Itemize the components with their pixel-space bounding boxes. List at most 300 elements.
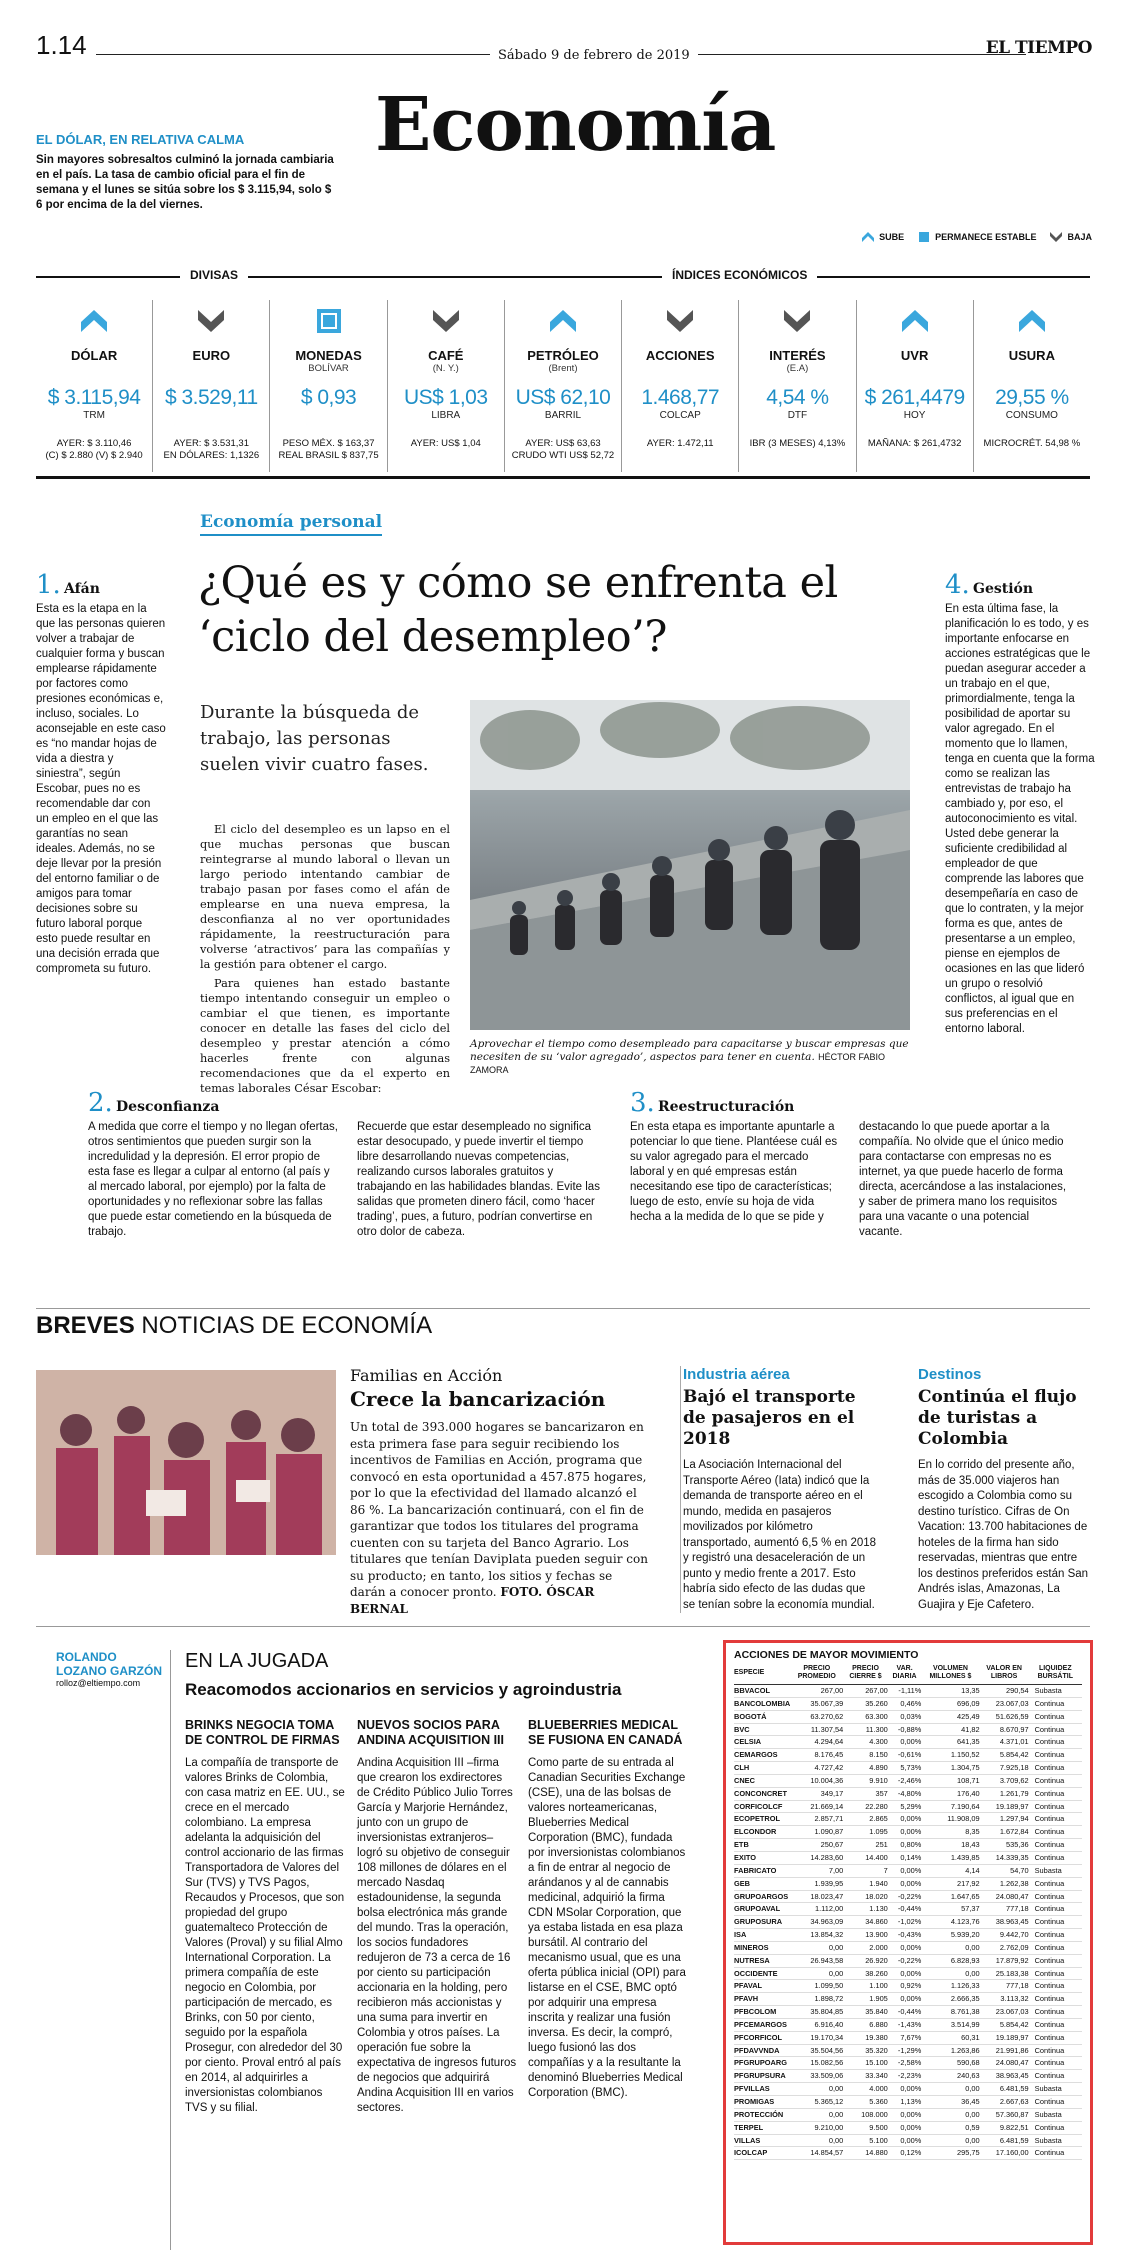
table-cell: 0,00% (900, 1737, 922, 1747)
table-cell: CORFICOLCF (734, 1801, 783, 1811)
table-cell: 35.840 (865, 2007, 888, 2017)
indicator-value: 29,55 % (995, 386, 1069, 409)
table-cell: CNEC (734, 1775, 755, 1785)
table-cell: PFAVAL (734, 1981, 763, 1991)
table-cell: 26.920 (865, 1955, 888, 1965)
legend-down: BAJA (1050, 232, 1092, 242)
indicator-unit: BARRIL (544, 410, 582, 421)
table-cell: 1.090,87 (814, 1827, 844, 1837)
table-cell: 9.210,00 (814, 2122, 844, 2132)
table-cell: 5.365,12 (814, 2097, 844, 2106)
table-cell: 1,13% (900, 2097, 922, 2106)
arrow-down-icon (1050, 232, 1062, 242)
table-cell: 4.000 (869, 2084, 888, 2094)
table-cell: 0,00% (900, 1878, 922, 1888)
article-kicker: Economía personal (200, 512, 382, 536)
table-cell: 7.190,64 (950, 1801, 980, 1811)
table-cell: 0,12% (900, 2148, 922, 2158)
table-cell: 1.130 (869, 1904, 888, 1914)
table-cell: 777,18 (1005, 1904, 1029, 1914)
table-cell: 4.300 (869, 1737, 888, 1747)
table-cell: Subasta (1034, 2135, 1062, 2145)
table-cell: Continua (1034, 1981, 1065, 1991)
table-cell: 1.112,00 (815, 1904, 844, 1914)
table-cell: GEB (734, 1878, 751, 1888)
table-cell: 19.189,97 (995, 2032, 1029, 2042)
table-row (734, 1851, 1082, 1864)
table-cell: ECOPETROL (734, 1814, 780, 1824)
jugada-andina: NUEVOS SOCIOS PARA ANDINA ACQUISITION III Andina Acquisition III –firma que crearon los exdirectores de Crédito Público Julio Torres García y Marjorie Hernández, junto con un grupo de inversionistas extranjeros– logró su objetivo de conseguir 108 millones de dólares en el mercado Nasdaq estadounidense, la segunda bolsa electrónica más grande del mundo. Tras la operación, los socios fundadores redujeron de 73 a cerca de 16 por ciento su participación accionaria en la holding, pero recibieron más accionistas y una suma para invertir en Colombia y otros países. La operación fue sobre la expectativa de ingresos futuros de negocios que adquirirá Andina Acquisition III en varios sectores. (357, 1718, 517, 2114)
table-cell: CLH (734, 1763, 750, 1773)
table-row (734, 1826, 1082, 1839)
table-row (734, 1929, 1082, 1942)
table-cell: 33.340 (865, 2071, 888, 2081)
table-row (734, 1762, 1082, 1775)
table-cell: 267,00 (865, 1686, 888, 1695)
square-icon (314, 306, 344, 336)
column-header: ESPECIE (734, 1665, 790, 1685)
table-cell: MINEROS (734, 1942, 769, 1952)
table-cell: 0,00% (900, 1814, 922, 1824)
stocks-table-box (723, 1640, 1093, 2245)
table-row (734, 1710, 1082, 1723)
table-cell: -0,44% (897, 1904, 922, 1914)
table-cell: PFVILLAS (734, 2084, 770, 2094)
indicator-name: INTERÉS (769, 348, 826, 363)
table-row (734, 2108, 1082, 2121)
table-cell: 267,00 (820, 1686, 844, 1695)
table-cell: 590,68 (956, 2058, 980, 2068)
table-cell: 33.509,06 (810, 2071, 844, 2081)
table-cell: 1.939,95 (814, 1878, 844, 1888)
table-cell: Subasta (1034, 2084, 1062, 2094)
table-cell: 8,35 (965, 1827, 980, 1837)
column-author: ROLANDO LOZANO GARZÓN rolloz@eltiempo.com (56, 1650, 166, 1688)
table-cell: 1.672,84 (999, 1827, 1029, 1837)
table-cell: 0,00 (828, 2084, 844, 2094)
table-cell: Continua (1034, 2045, 1065, 2055)
table-row (734, 2031, 1082, 2044)
table-row (734, 1877, 1082, 1890)
table-cell: 13.854,32 (810, 1930, 844, 1940)
table-cell: 60,31 (961, 2032, 980, 2042)
table-row (734, 2006, 1082, 2019)
table-row (734, 1864, 1082, 1877)
table-cell: Continua (1034, 1775, 1065, 1785)
table-cell: 4.371,01 (999, 1737, 1029, 1747)
people-waiting-illustration (470, 700, 910, 1030)
table-cell: 0,00 (965, 2135, 980, 2145)
trend-legend (862, 232, 1092, 242)
table-cell: 1.439,85 (950, 1852, 980, 1862)
table-cell: 9.442,70 (999, 1930, 1029, 1940)
table-cell: 35.067,39 (810, 1698, 844, 1708)
table-cell: 0,00% (900, 1942, 922, 1952)
article-paragraph: El ciclo del desempleo es un lapso en el que muchas personas que buscan reintegrarse al mundo laboral o llevan un largo periodo intentando cambiar de trabajo pasan por fases como el afán de emplearse en una nueva empresa, la desconfianza al no ver oportunidades rápidamente, la reestructuración para volverse ‘atractivos’ para las compañías y la gestión para obtener el cargo. (200, 823, 450, 971)
table-cell: 9.822,51 (999, 2122, 1029, 2132)
table-cell: 4.294,64 (814, 1737, 844, 1747)
table-cell: 8.176,45 (814, 1750, 844, 1760)
table-cell: ETB (734, 1840, 749, 1850)
table-cell: 21.991,86 (995, 2045, 1029, 2055)
indicator-foot: AYER: $ 3.531,31 EN DÓLARES: 1,1326 (163, 438, 260, 461)
table-cell: PFGRUPOARG (734, 2058, 787, 2068)
table-cell: 7,67% (900, 2032, 922, 2042)
indicator-foot: AYER: US$ 63,63 CRUDO WTI US$ 52,72 (511, 438, 615, 461)
table-cell: Subasta (1034, 2109, 1062, 2119)
table-cell: 18.023,47 (810, 1891, 844, 1901)
table-cell: 0,92% (900, 1981, 922, 1991)
table-cell: 0,00% (900, 1827, 922, 1837)
table-cell: 0,00% (900, 2135, 922, 2145)
table-cell: OCCIDENTE (734, 1968, 778, 1978)
indicator-0 (36, 300, 153, 472)
crowd-illustration (36, 1370, 336, 1555)
table-cell: ISA (734, 1930, 747, 1940)
table-cell: Continua (1034, 1827, 1065, 1837)
table-cell: 9.500 (869, 2122, 888, 2132)
table-cell: 13.900 (865, 1930, 888, 1940)
indicator-sub (153, 363, 269, 374)
table-cell: BOGOTÁ (734, 1711, 767, 1721)
table-cell: 23.067,03 (995, 1698, 1029, 1708)
table-cell: 1.100 (869, 1981, 888, 1991)
table-row (734, 1941, 1082, 1954)
table-cell: 0,80% (900, 1840, 922, 1850)
table-cell: 14.854,57 (810, 2148, 844, 2158)
table-cell: 24.080,47 (995, 1891, 1029, 1901)
table-cell: 1.150,52 (950, 1750, 980, 1760)
table-cell: 217,92 (956, 1878, 980, 1888)
table-cell: 2.000 (869, 1942, 888, 1952)
arrow-up-icon (548, 306, 578, 336)
indicator-value: US$ 62,10 (515, 386, 611, 409)
arrow-up-icon (1017, 306, 1047, 336)
table-cell: Continua (1034, 1750, 1065, 1760)
indicator-foot: AYER: 1.472,11 (646, 438, 714, 449)
phase-4: 4. Gestión En esta última fase, la planificación lo es todo, y es importante enfocarse en acciones estratégicas que le puedan asegurar acceder a un trabajo en el que, primordialmente, tenga la posibilidad de aportar su valor agregado. En el momento que lo llamen, tenga en cuenta que la forma como se realizan las entrevistas de trabajo ha cambiado y, por eso, el autoconocimiento es vital. Usted debe generar la suficiente credibilidad al empleador de que comprende las labores que desempeñaría en caso de que lo contraten, y la mejor forma es que, antes de presentarse a un empleo, piense en ejemplos de ocasiones en las que lideró un grupo o resolvió conflictos, al igual que en sus preferencias en el entorno laboral. (945, 570, 1095, 1035)
table-cell: 0,00 (828, 2135, 844, 2145)
breve-bancarizacion: Familias en Acción Crece la bancarización Un total de 393.000 hogares se bancarizaron en esta primera fase para seguir recibiendo los incentivos de Familias en Acción, programa que convocó en esta oportunidad a 457.875 hogares, por lo que la efectividad del llamado alcanzó el 86 %. La bancarización continuará, con el fin de garantizar que todos los titulares del programa cuenten con su tarjeta del Banco Agrario. Los titulares que tenían Daviplata pueden seguir con su producto; en tanto, los sitios y fechas se darán a conocer pronto. FOTO. ÓSCAR BERNAL (350, 1366, 648, 1616)
indicator-sub: (E.A) (786, 363, 809, 374)
arrow-down-icon (665, 306, 695, 336)
phase-2: 2. Desconfianza A medida que corre el tiempo y no llegan ofertas, otros sentimientos que pueden surgir son la incredulidad y la depresión. El error propio de esta fase es llegar a culpar al entorno (al país y al mercado laboral, por ejemplo) por la falta de oportunidades y no reflexionar sobre las fallas que puede estar cometiendo en la búsqueda de trabajo. Recuerde que estar desempleado no significa estar desocupado, y puede invertir el tiempo libre desarrollando nuevas competencias, realizando cursos laborales gratuitos y trabajando en las habilidades blandas. Evite las salidas que prometen dinero fácil, como ‘hacer trading’, pues, a futuro, podrían convertirse en otro dolor de cabeza. (88, 1088, 600, 1238)
table-cell: 41,82 (961, 1724, 980, 1734)
table-cell: BBVACOL (734, 1686, 770, 1695)
indicator-4 (505, 300, 622, 472)
table-cell: 295,75 (956, 2148, 980, 2158)
table-cell: -2,58% (897, 2058, 922, 2068)
table-cell: EXITO (734, 1852, 757, 1862)
table-cell: 0,00% (900, 1968, 922, 1978)
dollar-summary (36, 132, 336, 213)
table-cell: CEMARGOS (734, 1750, 778, 1760)
indicator-unit: LIBRA (431, 410, 461, 421)
table-cell: 1.261,79 (999, 1788, 1029, 1798)
indicator-foot: AYER: US$ 1,04 (410, 438, 481, 449)
table-cell: GRUPOAVAL (734, 1904, 781, 1914)
table-cell: 0,00% (900, 1865, 922, 1875)
table-row (734, 1749, 1082, 1762)
table-cell: Continua (1034, 1788, 1065, 1798)
table-cell: 51.626,59 (995, 1711, 1029, 1721)
table-cell: 0,00 (965, 2084, 980, 2094)
table-cell: 1.905 (869, 1994, 888, 2004)
table-cell: 1.262,38 (999, 1878, 1029, 1888)
table-cell: Subasta (1034, 1865, 1062, 1875)
table-cell: 4.890 (869, 1763, 888, 1773)
table-cell: 18.020 (865, 1891, 888, 1901)
table-cell: 1.898,72 (814, 1994, 844, 2004)
table-cell: CONCONCRET (734, 1788, 787, 1798)
table-cell: Continua (1034, 1968, 1065, 1978)
breves-title: BREVES NOTICIAS DE ECONOMÍA (36, 1312, 433, 1339)
indicator-sub (36, 363, 152, 374)
table-cell: 1.126,33 (950, 1981, 980, 1991)
article-title: ¿Qué es y cómo se enfrenta el ‘ciclo del desempleo’? (198, 558, 838, 662)
table-cell: Continua (1034, 1698, 1065, 1708)
table-cell: Continua (1034, 2097, 1065, 2106)
table-cell: 0,00 (828, 1942, 844, 1952)
breve-turistas: Destinos Continúa el flujo de turistas a Colombia En lo corrido del presente año, más de 35.000 viajeros han escogido a Colombia como su destino turístico. Cifras de On Vacation: 13.700 habitaciones de hoteles de la firma han sido reservadas, mientras que entre los destinos preferidos están San Andrés islas, Amazonas, La Guajira y Eje Cafetero. (918, 1366, 1089, 1611)
table-cell: 3.709,62 (999, 1775, 1029, 1785)
table-cell: 251 (875, 1840, 888, 1850)
table-cell: 4,14 (965, 1865, 980, 1875)
table-cell: 22.280 (865, 1801, 888, 1811)
indicator-8 (974, 300, 1090, 472)
breves-rule (36, 1308, 1090, 1309)
table-cell: 19.380 (865, 2032, 888, 2042)
table-cell: 240,63 (956, 2071, 980, 2081)
table-cell: 0,14% (900, 1852, 922, 1862)
table-cell: -0,22% (897, 1955, 922, 1965)
table-cell: 18,43 (961, 1840, 980, 1850)
indicator-foot: PESO MÉX. $ 163,37 REAL BRASIL $ 837,75 (278, 438, 379, 461)
table-row (734, 1697, 1082, 1710)
breve-credit: FOTO. ÓSCAR BERNAL (350, 1585, 595, 1616)
table-cell: Subasta (1034, 1686, 1062, 1695)
arrow-up-icon (862, 232, 874, 242)
table-cell: 15.100 (865, 2058, 888, 2068)
article-photo (470, 700, 910, 1030)
table-cell: 0,00% (900, 2122, 922, 2132)
table-cell: CELSIA (734, 1737, 762, 1747)
table-cell: 641,35 (956, 1737, 980, 1747)
table-cell: PROMIGAS (734, 2097, 775, 2106)
table-cell: 250,67 (820, 1840, 844, 1850)
table-cell: -4,80% (897, 1788, 922, 1798)
table-cell: 1.263,86 (950, 2045, 980, 2055)
indicator-foot: AYER: $ 3.110,46 (C) $ 2.880 (V) $ 2.940 (45, 438, 143, 461)
table-cell: 7 (883, 1865, 888, 1875)
table-row (734, 1993, 1082, 2006)
table-cell: 36,45 (961, 2097, 980, 2106)
breves-photo (36, 1370, 336, 1555)
table-cell: 5.854,42 (999, 1750, 1029, 1760)
indicator-5 (622, 300, 739, 472)
table-row (734, 1954, 1082, 1967)
indicator-value: 1.468,77 (641, 386, 720, 409)
table-cell: -0,88% (897, 1724, 922, 1734)
indicator-sub (974, 363, 1090, 374)
table-cell: 3.514,99 (950, 2019, 980, 2029)
table-cell: 0,03% (900, 1711, 922, 1721)
table-cell: 19.189,97 (995, 1801, 1029, 1811)
table-cell: Continua (1034, 1930, 1065, 1940)
table-cell: -2,46% (897, 1775, 922, 1785)
arrow-down-icon (196, 306, 226, 336)
table-cell: FABRICATO (734, 1865, 777, 1875)
table-cell: 26.943,58 (810, 1955, 844, 1965)
table-cell: Continua (1034, 1814, 1065, 1824)
indicator-name: PETRÓLEO (527, 348, 599, 363)
indicator-name: EURO (192, 348, 231, 363)
table-cell: VILLAS (734, 2135, 761, 2145)
table-cell: 57,37 (961, 1904, 980, 1914)
issue-date: Sábado 9 de febrero de 2019 (490, 48, 698, 63)
table-cell: 17.160,00 (995, 2148, 1029, 2158)
table-cell: 425,49 (956, 1711, 980, 1721)
column-divider (170, 1650, 171, 2250)
table-cell: 0,59 (965, 2122, 980, 2132)
author-email: rolloz@eltiempo.com (56, 1678, 141, 1688)
table-cell: 1.647,65 (950, 1891, 980, 1901)
table-row (734, 1800, 1082, 1813)
table-row (734, 2147, 1082, 2160)
table-cell: -1,29% (897, 2045, 922, 2055)
phase-3: 3. Reestructuración En esta etapa es importante apuntarle a potenciar lo que tiene. Plantéese cuál es su valor agregado para el mercado laboral y en qué empresas están necesitando ese tipo de características; luego de esto, envíe su hoja de vida hecha a la medida de lo que se pide y destacando lo que puede aportar a la compañía. No olvide que el único medio para contactarse con empresas no es internet, ya que puede hacerlo de forma directa, acercándose a las instalaciones, y saber de primera mano los requisitos para una vacante o una potencial vacante. (630, 1088, 1067, 1238)
table-cell: Continua (1034, 2032, 1065, 2042)
indicator-7 (857, 300, 974, 472)
table-cell: 1.095 (869, 1827, 888, 1837)
jugada-brinks: BRINKS NEGOCIA TOMA DE CONTROL DE FIRMAS La compañía de transporte de valores Brinks de Colombia, con casa matriz en EE. UU., se crece en el mercado colombiano. La empresa adelanta la adquisición del control accionario de las firmas Transportadora de Valores del Sur (TVS) y TVS Pagos, Recaudos y Procesos, que son propiedad del grupo guatemalteco Protección de Valores (Proval) y su filial Almo International Corporation. La primera compañía de este negocio en Colombia, por participación de mercado, es Brinks, con 50 por ciento, seguido por la española Prosegur, con alrededor del 30 por ciento. Proval entró al país en 2014, al adquirirles a inversionistas colombianos TVS y su filial. (185, 1718, 345, 2114)
table-row (734, 1967, 1082, 1980)
column-header: VOLUMEN MILLONES $ (921, 1665, 979, 1685)
table-cell: Continua (1034, 2071, 1065, 2081)
table-row (734, 2096, 1082, 2109)
table-cell: 13,35 (961, 1686, 980, 1695)
table-cell: 0,00 (965, 1968, 980, 1978)
table-cell: PFGRUPSURA (734, 2071, 786, 2081)
table-cell: 1.099,50 (814, 1981, 844, 1991)
table-cell: 14.400 (865, 1852, 888, 1862)
table-row (734, 2070, 1082, 2083)
table-cell: 8.761,38 (950, 2007, 980, 2017)
table-cell: 4.123,76 (950, 1917, 980, 1927)
table-cell: 1.940 (869, 1878, 888, 1888)
photo-credit: HÉCTOR FABIO ZAMORA (470, 1052, 885, 1075)
table-cell: 1.304,75 (950, 1763, 980, 1773)
table-cell: 6.481,59 (999, 2084, 1029, 2094)
table-cell: 696,09 (956, 1698, 980, 1708)
indicator-unit: TRM (83, 410, 105, 421)
table-cell: -1,11% (898, 1686, 922, 1695)
table-cell: 0,00% (900, 2084, 922, 2094)
arrow-down-icon (782, 306, 812, 336)
table-cell: 5,29% (900, 1801, 922, 1811)
table-cell: 17.879,92 (995, 1955, 1029, 1965)
table-cell: 349,17 (820, 1788, 844, 1798)
table-cell: 5.360 (869, 2097, 888, 2106)
column-title: EN LA JUGADA (185, 1650, 329, 1672)
table-cell: PFBCOLOM (734, 2007, 777, 2017)
table-cell: Continua (1034, 1840, 1065, 1850)
table-cell: 35.320 (865, 2045, 888, 2055)
table-cell: 2.666,35 (950, 1994, 980, 2004)
table-cell: 2.857,71 (814, 1814, 844, 1824)
table-cell: 0,00% (900, 2109, 922, 2119)
table-cell: 0,00 (828, 1968, 844, 1978)
column-header: LIQUIDEZ BURSÁTIL (1029, 1665, 1082, 1685)
column-headline: Reacomodos accionarios en servicios y agroindustria (185, 1680, 622, 1699)
table-cell: 0,00 (965, 2109, 980, 2119)
stocks-table-title: ACCIONES DE MAYOR MOVIMIENTO (734, 1649, 919, 1661)
indicator-unit: COLCAP (659, 410, 701, 421)
table-cell: -1,43% (897, 2019, 922, 2029)
table-row (734, 2121, 1082, 2134)
indicator-sub (857, 363, 973, 374)
table-cell: 34.963,09 (810, 1917, 844, 1927)
indicator-6 (739, 300, 856, 472)
dollar-summary-text: Sin mayores sobresaltos culminó la jornada cambiaria en el país. La tasa de cambio oficial para el fin de semana y el lunes se sitúa sobre los $ 3.115,94, solo $ 6 por encima de la del viernes. (36, 154, 334, 211)
table-cell: 777,18 (1005, 1981, 1029, 1991)
table-cell: Continua (1034, 2148, 1065, 2158)
indicator-value: $ 0,93 (300, 386, 357, 409)
table-cell: 4.727,42 (814, 1763, 844, 1773)
table-cell: Continua (1034, 2058, 1065, 2068)
indicator-2 (270, 300, 387, 472)
table-cell: 176,40 (956, 1788, 980, 1798)
indicators-bottom-rule (36, 476, 1090, 479)
table-cell: 57.360,87 (995, 2109, 1029, 2119)
table-cell: -1,02% (897, 1917, 922, 1927)
indicator-sub: BOLÍVAR (308, 363, 349, 374)
table-cell: -2,23% (897, 2071, 922, 2081)
table-cell: 5,73% (900, 1763, 922, 1773)
table-cell: 5.100 (869, 2135, 888, 2145)
divisas-label: DIVISAS (180, 268, 248, 282)
table-cell: 108,71 (956, 1775, 980, 1785)
indicator-1 (153, 300, 270, 472)
table-cell: Continua (1034, 1917, 1065, 1927)
indicator-foot: MAÑANA: $ 261,4732 (867, 438, 962, 449)
table-cell: 24.080,47 (995, 2058, 1029, 2068)
table-cell: 11.300 (865, 1724, 888, 1734)
table-cell: 14.283,60 (810, 1852, 844, 1862)
table-cell: 0,46% (900, 1698, 922, 1708)
table-cell: Continua (1034, 1955, 1065, 1965)
table-cell: PFCORFICOL (734, 2032, 783, 2042)
table-cell: ELCONDOR (734, 1827, 777, 1837)
table-cell: 2.762,09 (999, 1942, 1029, 1952)
table-cell: Continua (1034, 2007, 1065, 2017)
table-row (734, 1839, 1082, 1852)
indicator-name: DÓLAR (71, 348, 118, 363)
indicator-sub: (N. Y.) (432, 363, 459, 374)
table-cell: -0,43% (897, 1930, 922, 1940)
table-cell: GRUPOARGOS (734, 1891, 789, 1901)
indices-label: ÍNDICES ECONÓMICOS (662, 268, 817, 282)
table-cell: -0,61% (897, 1750, 922, 1760)
table-cell: 63.270,62 (810, 1711, 844, 1721)
table-cell: 357 (875, 1788, 888, 1798)
table-row (734, 2018, 1082, 2031)
indicator-3 (388, 300, 505, 472)
table-row (734, 2044, 1082, 2057)
table-cell: Continua (1034, 1852, 1065, 1862)
table-row (734, 2134, 1082, 2147)
legend-up: SUBE (862, 232, 904, 242)
